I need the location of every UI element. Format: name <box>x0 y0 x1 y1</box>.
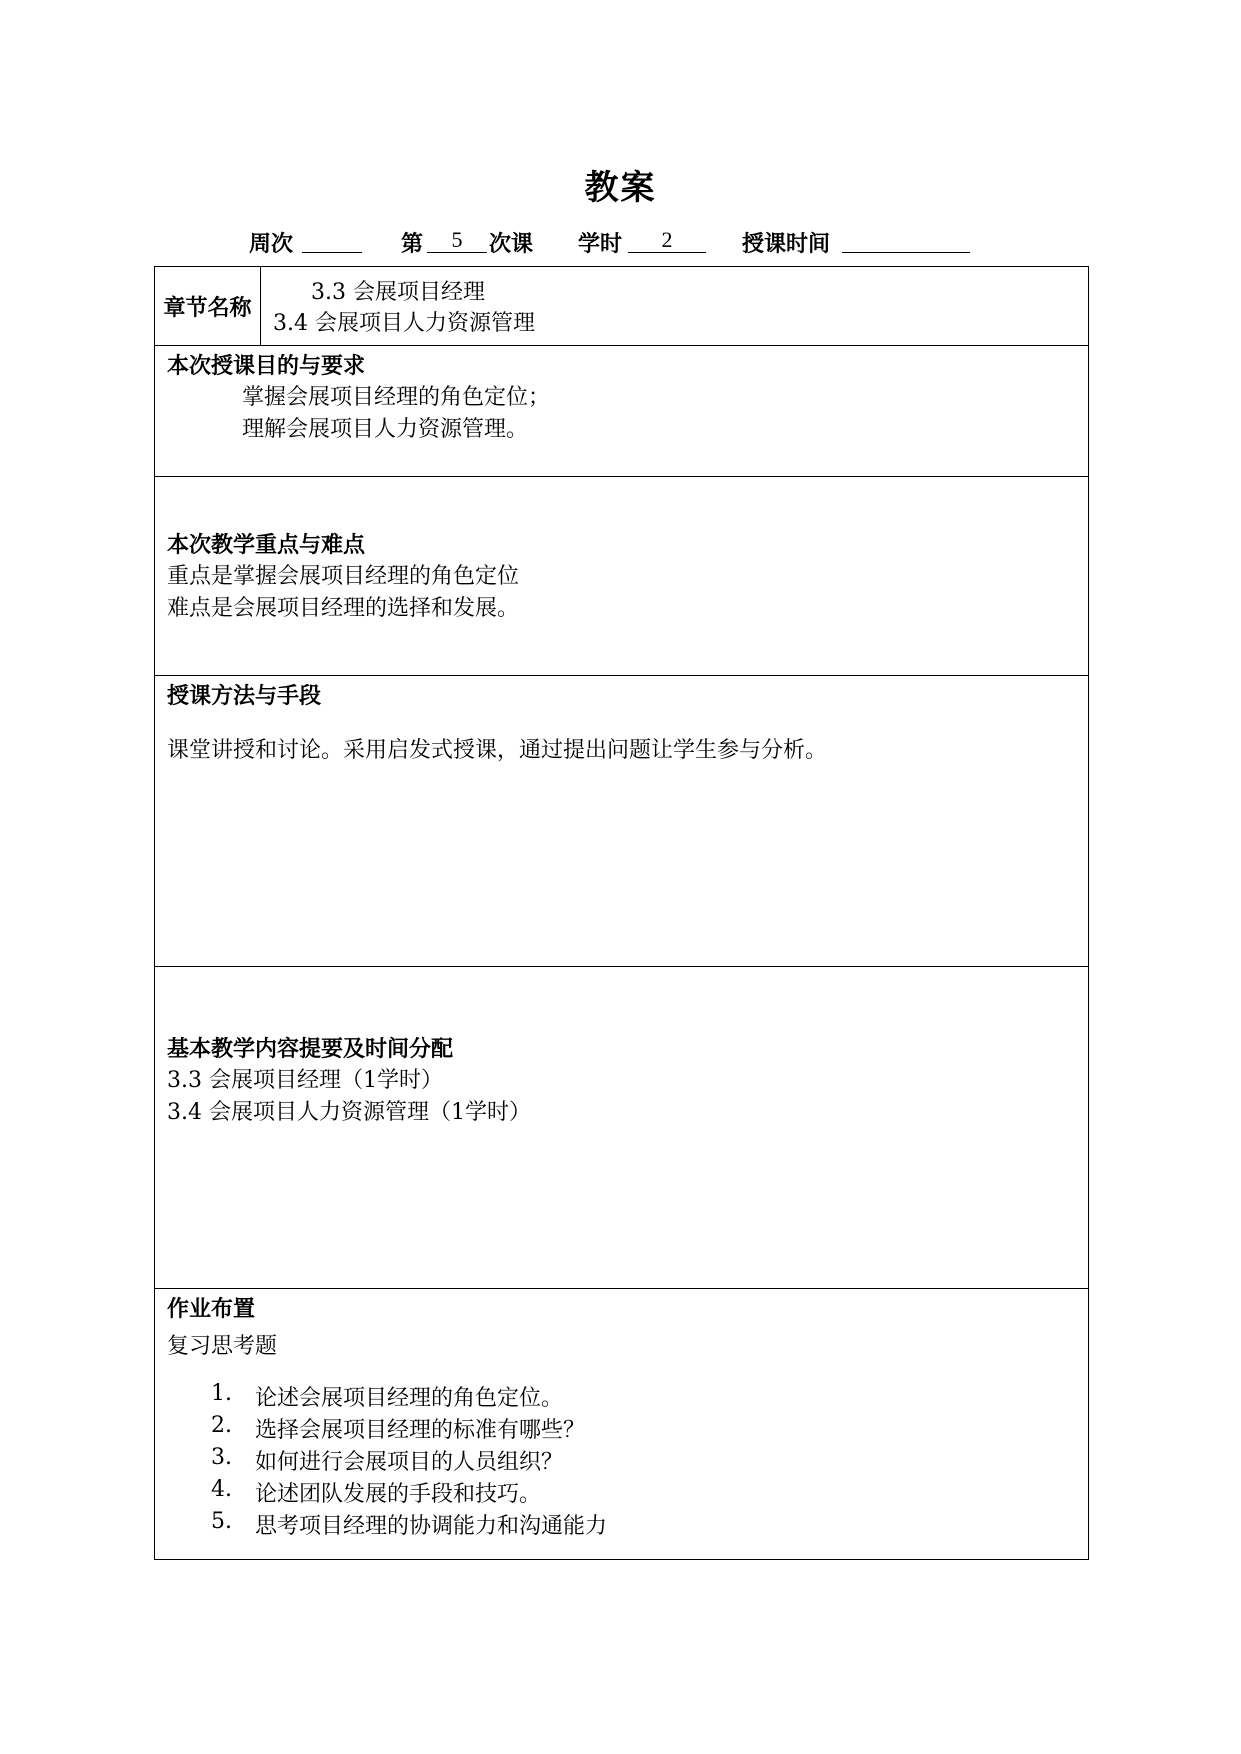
lesson-suffix: 次课 <box>489 232 534 257</box>
lesson-number-field[interactable]: 5 <box>427 227 487 253</box>
homework-item: 思考项目经理的协调能力和沟通能力 <box>255 1514 608 1539</box>
homework-item: 论述团队发展的手段和技巧。 <box>255 1482 542 1507</box>
week-label: 周次 <box>249 232 294 257</box>
chapter-label: 章节名称 <box>155 267 261 345</box>
hours-field[interactable]: 2 <box>628 227 706 253</box>
chapter-row <box>155 267 1088 345</box>
homework-item: 如何进行会展项目的人员组织？ <box>255 1450 564 1475</box>
chapter-line-2: 3.4 会展项目人力资源管理 <box>273 311 535 336</box>
lesson-prefix: 第 <box>401 232 424 257</box>
methods-heading: 授课方法与手段 <box>167 684 322 709</box>
homework-item: 选择会展项目经理的标准有哪些？ <box>255 1418 586 1443</box>
content-line-1: 3.3 会展项目经理（1学时） <box>167 1068 443 1093</box>
lesson-meta-line <box>0 227 1241 257</box>
objectives-heading: 本次授课目的与要求 <box>167 354 366 379</box>
key-points-heading: 本次教学重点与难点 <box>167 533 366 558</box>
chapter-line-1: 3.3 会展项目经理 <box>311 280 485 305</box>
objectives-line-2: 理解会展项目人力资源管理。 <box>242 417 529 442</box>
methods-text: 课堂讲授和讨论。采用启发式授课，通过提出问题让学生参与分析。 <box>167 738 828 763</box>
document-title: 教案 <box>584 168 657 208</box>
content-heading: 基本教学内容提要及时间分配 <box>167 1037 454 1062</box>
week-field[interactable] <box>302 227 362 253</box>
lesson-plan-table <box>154 266 1089 1560</box>
homework-item-number: 4. <box>211 1477 232 1502</box>
objectives-line-1: 掌握会展项目经理的角色定位； <box>242 385 551 410</box>
homework-row <box>155 1288 1088 1559</box>
homework-subheading: 复习思考题 <box>167 1334 278 1359</box>
homework-item-number: 2. <box>211 1413 232 1438</box>
content-row <box>155 966 1088 1288</box>
objectives-row <box>155 345 1088 476</box>
time-label: 授课时间 <box>742 232 831 257</box>
content-line-2: 3.4 会展项目人力资源管理（1学时） <box>167 1100 531 1125</box>
key-point-line-1: 重点是掌握会展项目经理的角色定位 <box>167 564 520 589</box>
homework-heading: 作业布置 <box>167 1297 256 1322</box>
homework-item-number: 3. <box>211 1445 232 1470</box>
time-field[interactable] <box>842 227 970 253</box>
methods-row <box>155 675 1088 966</box>
key-points-row <box>155 476 1088 675</box>
homework-item-number: 1. <box>211 1381 232 1406</box>
hours-label: 学时 <box>578 232 623 257</box>
homework-item: 论述会展项目经理的角色定位。 <box>255 1386 564 1411</box>
key-point-line-2: 难点是会展项目经理的选择和发展。 <box>167 596 520 621</box>
homework-item-number: 5. <box>211 1509 232 1534</box>
